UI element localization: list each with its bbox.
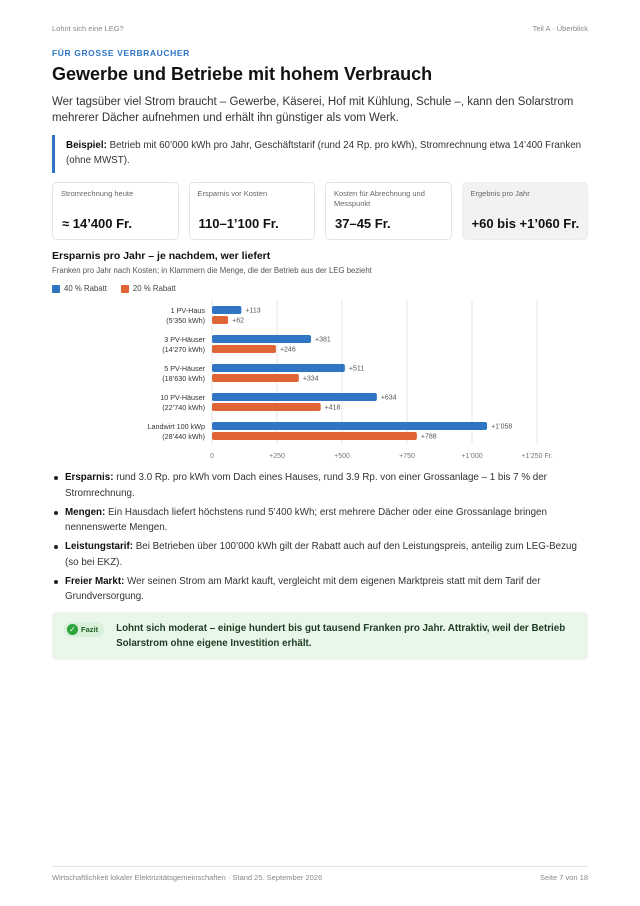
- bullet-text: Wer seinen Strom am Markt kauft, vergleicht mit dem eigenen Marktpreis statt mit dem Tarif der Grundversorgung.: [65, 575, 541, 602]
- bar-value-label: +334: [302, 375, 319, 383]
- header-section: Teil A · Überblick: [532, 24, 588, 33]
- bar-value-label: +246: [279, 346, 296, 354]
- bar: [212, 422, 487, 430]
- running-header: [52, 24, 588, 33]
- page-number: Seite 7 von 18: [540, 873, 588, 882]
- card-value: 110–1’100 Fr.: [198, 216, 279, 231]
- legend-label: 40 % Rabatt: [64, 284, 107, 293]
- bar: [212, 306, 241, 314]
- card-current-bill: [52, 182, 179, 240]
- card-label: Ergebnis pro Jahr: [470, 189, 530, 198]
- category-label: 10 PV-Häuser: [160, 393, 205, 402]
- card-value: ≈ 14’400 Fr.: [62, 216, 133, 231]
- bar-value-label: +418: [324, 404, 341, 412]
- page-title: Gewerbe und Betriebe mit hohem Verbrauch: [52, 64, 433, 84]
- bar: [212, 393, 377, 401]
- key-points-list: [52, 470, 592, 608]
- bullet-text: rund 3.0 Rp. pro kWh vom Dach eines Hauses, rund 3.9 Rp. von einer Grossanlage – 1 bis 7 % der Stromrechnung.: [65, 472, 547, 499]
- card-label: Stromrechnung heute: [61, 189, 134, 198]
- section-eyebrow: FÜR GROSSE VERBRAUCHER: [52, 48, 190, 58]
- x-tick-label: +250: [269, 453, 285, 460]
- card-label: Kosten für Abrechnung und Messpunkt: [334, 189, 425, 208]
- legend-item-40: [52, 284, 107, 293]
- card-value: 37–45 Fr.: [335, 216, 391, 231]
- bar: [212, 335, 311, 343]
- x-tick-label: +500: [334, 453, 350, 460]
- x-tick-label: +1’000: [461, 453, 483, 460]
- category-label: 3 PV-Häuser: [164, 335, 205, 344]
- chart-subtitle: Franken pro Jahr nach Kosten; in Klammern die Menge, die der Betrieb aus der LEG bezieht: [52, 266, 372, 275]
- conclusion-text: Lohnt sich moderat – einige hundert bis gut tausend Franken pro Jahr. Attraktiv, weil der Betrieb Solarstrom ohne eigene Investition erhält.: [116, 623, 566, 649]
- bar-value-label: +113: [245, 307, 261, 315]
- bullet-term: Freier Markt:: [65, 575, 125, 587]
- x-tick-label: +750: [399, 453, 415, 460]
- lead-paragraph: Wer tagsüber viel Strom braucht – Gewerbe, Käserei, Hof mit Kühlung, Schule –, kann den Solarstrom mehrerer Dächer aufnehmen und erhält ihn günstiger als vom Werk.: [52, 96, 574, 124]
- category-amount: (18’630 kWh): [162, 374, 205, 383]
- bar-value-label: +511: [348, 365, 365, 373]
- x-tick-label: +1’250 Fr.: [521, 453, 553, 460]
- legend-swatch-blue: [52, 285, 60, 293]
- bar-value-label: +62: [232, 317, 244, 325]
- footer-divider: [52, 866, 588, 867]
- list-item: [52, 505, 592, 536]
- list-item: [52, 574, 592, 605]
- bullet-term: Mengen:: [65, 506, 106, 518]
- chart-title: Ersparnis pro Jahr – je nachdem, wer liefert: [52, 250, 271, 262]
- list-item: [52, 470, 592, 501]
- legend-item-20: [121, 284, 176, 293]
- category-amount: (5’350 kWh): [166, 316, 205, 325]
- bar: [212, 364, 345, 372]
- conclusion-box: [52, 612, 588, 660]
- card-costs: [325, 182, 452, 240]
- key-figures: [52, 182, 588, 240]
- bar-value-label: +1’058: [491, 423, 513, 431]
- legend-label: 20 % Rabatt: [132, 284, 176, 293]
- bar-value-label: +788: [420, 433, 437, 441]
- bar: [212, 432, 417, 440]
- bar-value-label: +381: [315, 336, 331, 344]
- category-amount: (22’740 kWh): [162, 403, 205, 412]
- legend-swatch-orange: [121, 285, 129, 293]
- checkmark-icon: ✓: [67, 624, 78, 635]
- category-label: Landwirt 100 kWp: [147, 422, 205, 431]
- bar-value-label: +634: [380, 394, 397, 402]
- savings-bar-chart: [52, 298, 588, 466]
- bar: [212, 403, 321, 411]
- example-callout: [52, 135, 588, 173]
- list-item: [52, 539, 592, 570]
- page-footer: [52, 873, 588, 882]
- conclusion-badge-label: Fazit: [81, 625, 99, 634]
- example-label: Beispiel:: [66, 140, 107, 151]
- category-label: 5 PV-Häuser: [164, 364, 205, 373]
- card-savings: [189, 182, 316, 240]
- conclusion-badge: [64, 622, 104, 637]
- bar: [212, 374, 299, 382]
- bullet-term: Leistungstarif:: [65, 541, 134, 552]
- card-result: [462, 182, 589, 240]
- category-amount: (28’440 kWh): [162, 432, 205, 441]
- category-amount: (14’270 kWh): [162, 345, 205, 354]
- category-label: 1 PV-Haus: [170, 306, 205, 315]
- example-text: Betrieb mit 60’000 kWh pro Jahr, Geschäftstarif (rund 24 Rp. pro kWh), Stromrechnung etwa 14’400 Franken (ohne MWST).: [66, 140, 582, 166]
- bar: [212, 316, 228, 324]
- header-doc-title: Lohnt sich eine LEG?: [52, 24, 124, 33]
- bullet-text: Ein Hausdach liefert höchstens rund 5’400 kWh; erst mehrere Dächer oder eine Grossanlage bringen nennenswerte Mengen.: [65, 506, 547, 533]
- bar: [212, 345, 276, 353]
- footer-doc-info: Wirtschaftlichkeit lokaler Elektrizitätsgemeinschaften · Stand 25. September 2026: [52, 873, 323, 882]
- bullet-text: Bei Betrieben über 100’000 kWh gilt der Rabatt auch auf den Leistungspreis, anteilig zum LEG-Bezug (so bei EKZ).: [65, 541, 577, 568]
- card-label: Ersparnis vor Kosten: [197, 189, 268, 198]
- bullet-term: Ersparnis:: [65, 472, 114, 483]
- x-tick-label: 0: [210, 453, 214, 460]
- chart-legend: [52, 284, 176, 293]
- card-value: +60 bis +1’060 Fr.: [471, 216, 580, 231]
